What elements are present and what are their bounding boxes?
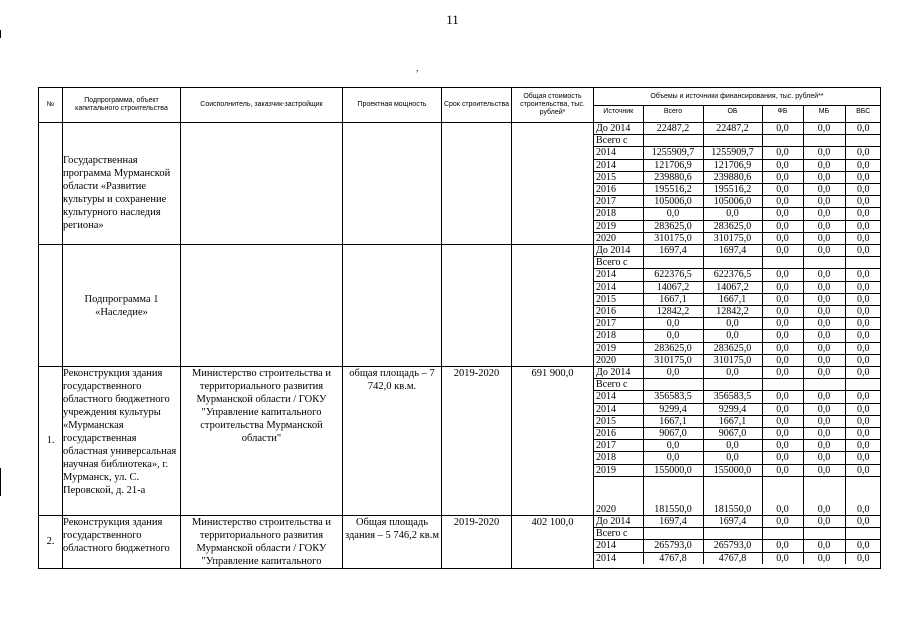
financing-vbs: 0,0 [845,415,881,427]
total-cost-cell: 691 900,0 [512,367,594,516]
object-name: Государственная программа Мурманской области «Развитие культуры и сохранение культурного наследия региона» [63,123,181,245]
financing-vbs: 0,0 [845,147,881,159]
financing-fb: 0,0 [762,540,803,552]
financing-mb: 0,0 [803,159,845,171]
financing-vbs: 0,0 [857,354,870,366]
header-mb: МБ [803,106,845,122]
financing-total [643,135,703,147]
row-number: 2. [39,515,63,568]
financing-mb: 0,0 [803,452,845,464]
financing-source: 2018 [594,208,643,220]
financing-vbs: 0,0 [845,123,881,135]
financing-row [594,342,881,354]
financing-vbs: 0,0 [845,330,881,342]
financing-mb [803,257,845,269]
financing-ob: 0,0 [703,208,762,220]
financing-fb: 0,0 [762,354,803,366]
financing-row [594,464,881,476]
financing-total: 239880,6 [643,171,703,183]
financing-total: 9299,4 [643,403,703,415]
financing-source: До 2014 [594,367,643,379]
header-ob: ОБ [703,106,762,122]
financing-total [643,257,703,269]
financing-total: 1255909,7 [643,147,703,159]
financing-vbs: 0,0 [845,269,881,281]
header-source: Источник [594,106,643,122]
page-number: 11 [446,12,459,27]
financing-source: 2015 [594,293,643,305]
financing-fb: 0,0 [762,293,803,305]
financing-ob: 9299,4 [703,403,762,415]
financing-vbs: 0,0 [845,159,881,171]
financing-total: 0,0 [643,440,703,452]
financing-source: 2018 [594,452,643,464]
financing-row [594,379,881,391]
financing-source: 2019 [594,464,643,476]
financing-row [594,232,881,244]
financing-source: 2014 [594,552,643,564]
financing-table [38,87,881,569]
financing-mb: 0,0 [803,330,845,342]
financing-mb: 0,0 [803,123,845,135]
table-row [39,245,881,367]
financing-total: 283625,0 [643,342,703,354]
financing-ob: 121706,9 [703,159,762,171]
financing-total: 14067,2 [643,281,703,293]
financing-row [594,367,881,379]
financing-vbs: 0,0 [845,440,881,452]
financing-row [594,415,881,427]
header-term: Срок строительства [442,88,512,123]
financing-ob: 181550,0 [703,476,762,515]
header-executor: Соисполнитель, заказчик-застройщик [181,88,343,123]
financing-row [594,281,881,293]
financing-fb: 0,0 [762,464,803,476]
financing-row [594,123,881,135]
financing-mb: 0,0 [803,516,845,528]
financing-total: 181550,0 [643,476,703,515]
financing-fb: 0,0 [762,232,803,244]
financing-source: 2014 [594,159,643,171]
financing-fb: 0,0 [762,367,803,379]
financing-vbs: 0,0 [845,367,881,379]
financing-ob: 310175,0 [703,232,762,244]
financing-total: 0,0 [643,330,703,342]
executor-cell: Министерство строительства и территориального развития Мурманской области / ГОКУ "Управление капитального [181,515,343,568]
financing-row [594,516,881,528]
financing-mb: 0,0 [803,428,845,440]
financing-mb: 0,0 [803,281,845,293]
financing-row [594,220,881,232]
capacity-cell [343,123,442,245]
financing-source: 2015 [594,415,643,427]
financing-source: 2018 [594,330,643,342]
financing-row [594,540,881,552]
financing-row [594,476,881,515]
financing-fb: 0,0 [762,318,803,330]
financing-ob: 1667,1 [703,293,762,305]
financing-vbs: 0,0 [857,503,870,515]
financing-source: Всего с [594,528,643,540]
financing-ob: 22487,2 [703,123,762,135]
financing-ob: 9067,0 [703,428,762,440]
financing-mb: 0,0 [803,367,845,379]
financing-fb: 0,0 [762,220,803,232]
financing-total: 22487,2 [643,123,703,135]
row-number [39,123,63,245]
row-number: 1. [39,367,63,516]
financing-mb [803,135,845,147]
financing-vbs: 0,0 [845,391,881,403]
financing-fb: 0,0 [762,306,803,318]
financing-breakdown [594,123,881,245]
total-cost-cell: 402 100,0 [512,515,594,568]
financing-total: 622376,5 [643,269,703,281]
header-total: Всего [643,106,703,122]
financing-total: 4767,8 [643,552,703,564]
financing-row [594,306,881,318]
financing-fb: 0,0 [762,330,803,342]
financing-ob [703,528,762,540]
financing-row [594,184,881,196]
financing-fb: 0,0 [762,159,803,171]
header-capacity: Проектная мощность [343,88,442,123]
financing-row [594,196,881,208]
financing-total: 283625,0 [643,220,703,232]
financing-fb: 0,0 [762,342,803,354]
row-number [39,245,63,367]
financing-breakdown [594,367,881,516]
financing-mb: 0,0 [803,220,845,232]
financing-fb: 0,0 [762,123,803,135]
financing-row [594,293,881,305]
financing-mb [803,379,845,391]
capacity-cell: Общая площадь здания – 5 746,2 кв.м [343,515,442,568]
object-name: Реконструкция здания государственного областного бюджетного [63,515,181,568]
financing-total: 195516,2 [643,184,703,196]
financing-total: 1667,1 [643,415,703,427]
financing-fb: 0,0 [762,552,803,564]
financing-fb: 0,0 [762,281,803,293]
financing-row [594,440,881,452]
financing-vbs: 0,0 [845,516,881,528]
financing-fb: 0,0 [762,269,803,281]
financing-source: 2014 [594,540,643,552]
financing-row [594,428,881,440]
financing-row [594,245,881,257]
financing-row [594,257,881,269]
financing-vbs: 0,0 [845,318,881,330]
financing-source: 2020 [594,354,643,366]
financing-ob [703,379,762,391]
financing-total: 265793,0 [643,540,703,552]
financing-ob: 0,0 [703,330,762,342]
financing-source: 2014 [594,281,643,293]
financing-vbs: 0,0 [845,452,881,464]
financing-mb: 0,0 [803,147,845,159]
financing-vbs: 0,0 [845,171,881,183]
financing-fb: 0,0 [762,196,803,208]
financing-source: Всего с [594,135,643,147]
financing-ob: 1697,4 [703,245,762,257]
financing-ob: 0,0 [703,440,762,452]
financing-vbs: 0,0 [845,196,881,208]
financing-ob: 0,0 [703,367,762,379]
financing-ob: 265793,0 [703,540,762,552]
financing-fb [762,379,803,391]
financing-ob: 1697,4 [703,516,762,528]
financing-row [594,135,881,147]
financing-ob: 0,0 [703,452,762,464]
financing-source: 2020 [594,476,643,515]
financing-fb: 0,0 [762,440,803,452]
financing-source: 2017 [594,318,643,330]
financing-fb: 0,0 [762,391,803,403]
financing-mb: 0,0 [803,245,845,257]
financing-ob: 1255909,7 [703,147,762,159]
table-row [39,367,881,516]
financing-vbs: 0,0 [845,293,881,305]
financing-row [594,528,881,540]
financing-total: 155000,0 [643,464,703,476]
financing-fb: 0,0 [762,171,803,183]
financing-total: 1667,1 [643,293,703,305]
financing-source: До 2014 [594,245,643,257]
header-financing-columns [594,106,881,123]
object-name: Реконструкция здания государственного областного бюджетного учреждения культуры «Мурманская государственная областная универсальная научная библиотека», г. Мурманск, ул. С. Перовской, д. 21-а [63,367,181,516]
table-row [39,515,881,568]
financing-ob: 283625,0 [703,220,762,232]
financing-vbs [845,135,881,147]
financing-source: До 2014 [594,123,643,135]
financing-ob: 622376,5 [703,269,762,281]
financing-row [594,171,881,183]
financing-fb: 0,0 [762,208,803,220]
financing-vbs [845,257,881,269]
financing-total: 121706,9 [643,159,703,171]
financing-total: 310175,0 [643,232,703,244]
financing-row [594,318,881,330]
financing-vbs: 0,0 [845,342,881,354]
financing-row [594,269,881,281]
financing-mb: 0,0 [803,540,845,552]
header-vbs: ВБС [856,108,871,115]
total-cost-cell [512,123,594,245]
total-cost-cell [512,245,594,367]
financing-mb: 0,0 [803,415,845,427]
financing-mb: 0,0 [803,342,845,354]
financing-source: 2017 [594,196,643,208]
table-row [39,123,881,245]
financing-fb: 0,0 [762,403,803,415]
financing-source: 2015 [594,171,643,183]
financing-ob: 356583,5 [703,391,762,403]
term-cell: 2019-2020 [442,367,512,516]
financing-total: 1697,4 [643,516,703,528]
financing-mb: 0,0 [803,306,845,318]
scan-edge-mark [0,468,1,496]
financing-row [594,403,881,415]
financing-ob: 195516,2 [703,184,762,196]
financing-ob: 155000,0 [703,464,762,476]
financing-mb: 0,0 [803,208,845,220]
financing-total [643,379,703,391]
financing-total [643,528,703,540]
financing-row [594,552,881,564]
financing-mb: 0,0 [803,269,845,281]
financing-vbs [845,379,881,391]
financing-ob [703,135,762,147]
financing-mb: 0,0 [803,391,845,403]
term-cell [442,245,512,367]
financing-fb: 0,0 [762,184,803,196]
financing-total: 1697,4 [643,245,703,257]
financing-source: 2016 [594,306,643,318]
financing-mb: 0,0 [803,464,845,476]
financing-mb: 0,0 [803,440,845,452]
financing-vbs: 0,0 [845,540,881,552]
financing-vbs: 0,0 [845,220,881,232]
financing-source: 2014 [594,391,643,403]
financing-ob [703,257,762,269]
financing-fb: 0,0 [762,428,803,440]
financing-vbs: 0,0 [845,403,881,415]
financing-mb: 0,0 [803,476,845,515]
financing-source: 2014 [594,147,643,159]
financing-row [594,159,881,171]
table-body [39,123,881,569]
financing-mb: 0,0 [803,184,845,196]
header-financing: Объемы и источники финансирования, тыс. рублей** [594,88,881,106]
financing-vbs: 0,0 [845,428,881,440]
financing-ob: 0,0 [703,318,762,330]
financing-mb: 0,0 [803,403,845,415]
financing-fb: 0,0 [762,452,803,464]
financing-source: 2016 [594,428,643,440]
financing-source: 2019 [594,342,643,354]
financing-mb: 0,0 [803,171,845,183]
financing-vbs: 0,0 [845,245,881,257]
financing-vbs [845,528,881,540]
financing-source: 2014 [594,403,643,415]
header-total-cost: Общая стоимость строительства, тыс. рублей* [512,88,594,123]
financing-source: 2020 [594,232,643,244]
header-fb: ФБ [762,106,803,122]
financing-source: 2014 [594,269,643,281]
financing-row [594,330,881,342]
financing-total: 105006,0 [643,196,703,208]
financing-ob: 12842,2 [703,306,762,318]
financing-breakdown [594,515,881,568]
financing-fb: 0,0 [762,415,803,427]
financing-total: 12842,2 [643,306,703,318]
financing-total: 0,0 [643,318,703,330]
financing-total: 310175,0 [643,354,703,366]
financing-source: 2019 [594,220,643,232]
financing-mb: 0,0 [803,232,845,244]
financing-vbs: 0,0 [845,306,881,318]
financing-fb: 0,0 [762,476,803,515]
financing-vbs: 0,0 [857,232,870,244]
financing-total: 0,0 [643,208,703,220]
financing-fb: 0,0 [762,516,803,528]
financing-mb: 0,0 [803,552,845,564]
financing-row [594,452,881,464]
capacity-cell [343,245,442,367]
financing-vbs: 0,0 [845,464,881,476]
financing-mb: 0,0 [803,318,845,330]
financing-vbs: 0,0 [857,552,870,564]
financing-total: 0,0 [643,367,703,379]
financing-ob: 4767,8 [703,552,762,564]
capacity-cell: общая площадь – 7 742,0 кв.м. [343,367,442,516]
financing-ob: 105006,0 [703,196,762,208]
executor-cell: Министерство строительства и территориального развития Мурманской области / ГОКУ "Управление капитального строительства Мурманской области" [181,367,343,516]
financing-source: До 2014 [594,516,643,528]
term-cell: 2019-2020 [442,515,512,568]
header-subprogram: Подпрограмма, объект капитального строительства [63,88,181,123]
financing-mb [803,528,845,540]
financing-vbs: 0,0 [845,281,881,293]
executor-cell [181,123,343,245]
financing-breakdown [594,245,881,367]
financing-row [594,354,881,366]
financing-fb: 0,0 [762,147,803,159]
executor-cell [181,245,343,367]
header-num: № [39,88,63,123]
stray-mark: , [416,63,419,73]
scan-edge-mark [0,30,1,38]
financing-fb [762,135,803,147]
financing-ob: 14067,2 [703,281,762,293]
financing-vbs: 0,0 [845,184,881,196]
financing-fb: 0,0 [762,245,803,257]
financing-mb: 0,0 [803,293,845,305]
object-name: Подпрограмма 1 «Наследие» [63,245,181,367]
financing-row [594,208,881,220]
financing-row [594,147,881,159]
financing-total: 9067,0 [643,428,703,440]
financing-source: 2017 [594,440,643,452]
financing-total: 0,0 [643,452,703,464]
financing-row [594,391,881,403]
financing-ob: 310175,0 [703,354,762,366]
financing-ob: 1667,1 [703,415,762,427]
financing-source: Всего с [594,257,643,269]
financing-mb: 0,0 [803,196,845,208]
financing-fb [762,528,803,540]
financing-source: 2016 [594,184,643,196]
financing-total: 356583,5 [643,391,703,403]
financing-source: Всего с [594,379,643,391]
financing-ob: 283625,0 [703,342,762,354]
financing-mb: 0,0 [803,354,845,366]
financing-ob: 239880,6 [703,171,762,183]
term-cell [442,123,512,245]
financing-fb [762,257,803,269]
financing-vbs: 0,0 [845,208,881,220]
